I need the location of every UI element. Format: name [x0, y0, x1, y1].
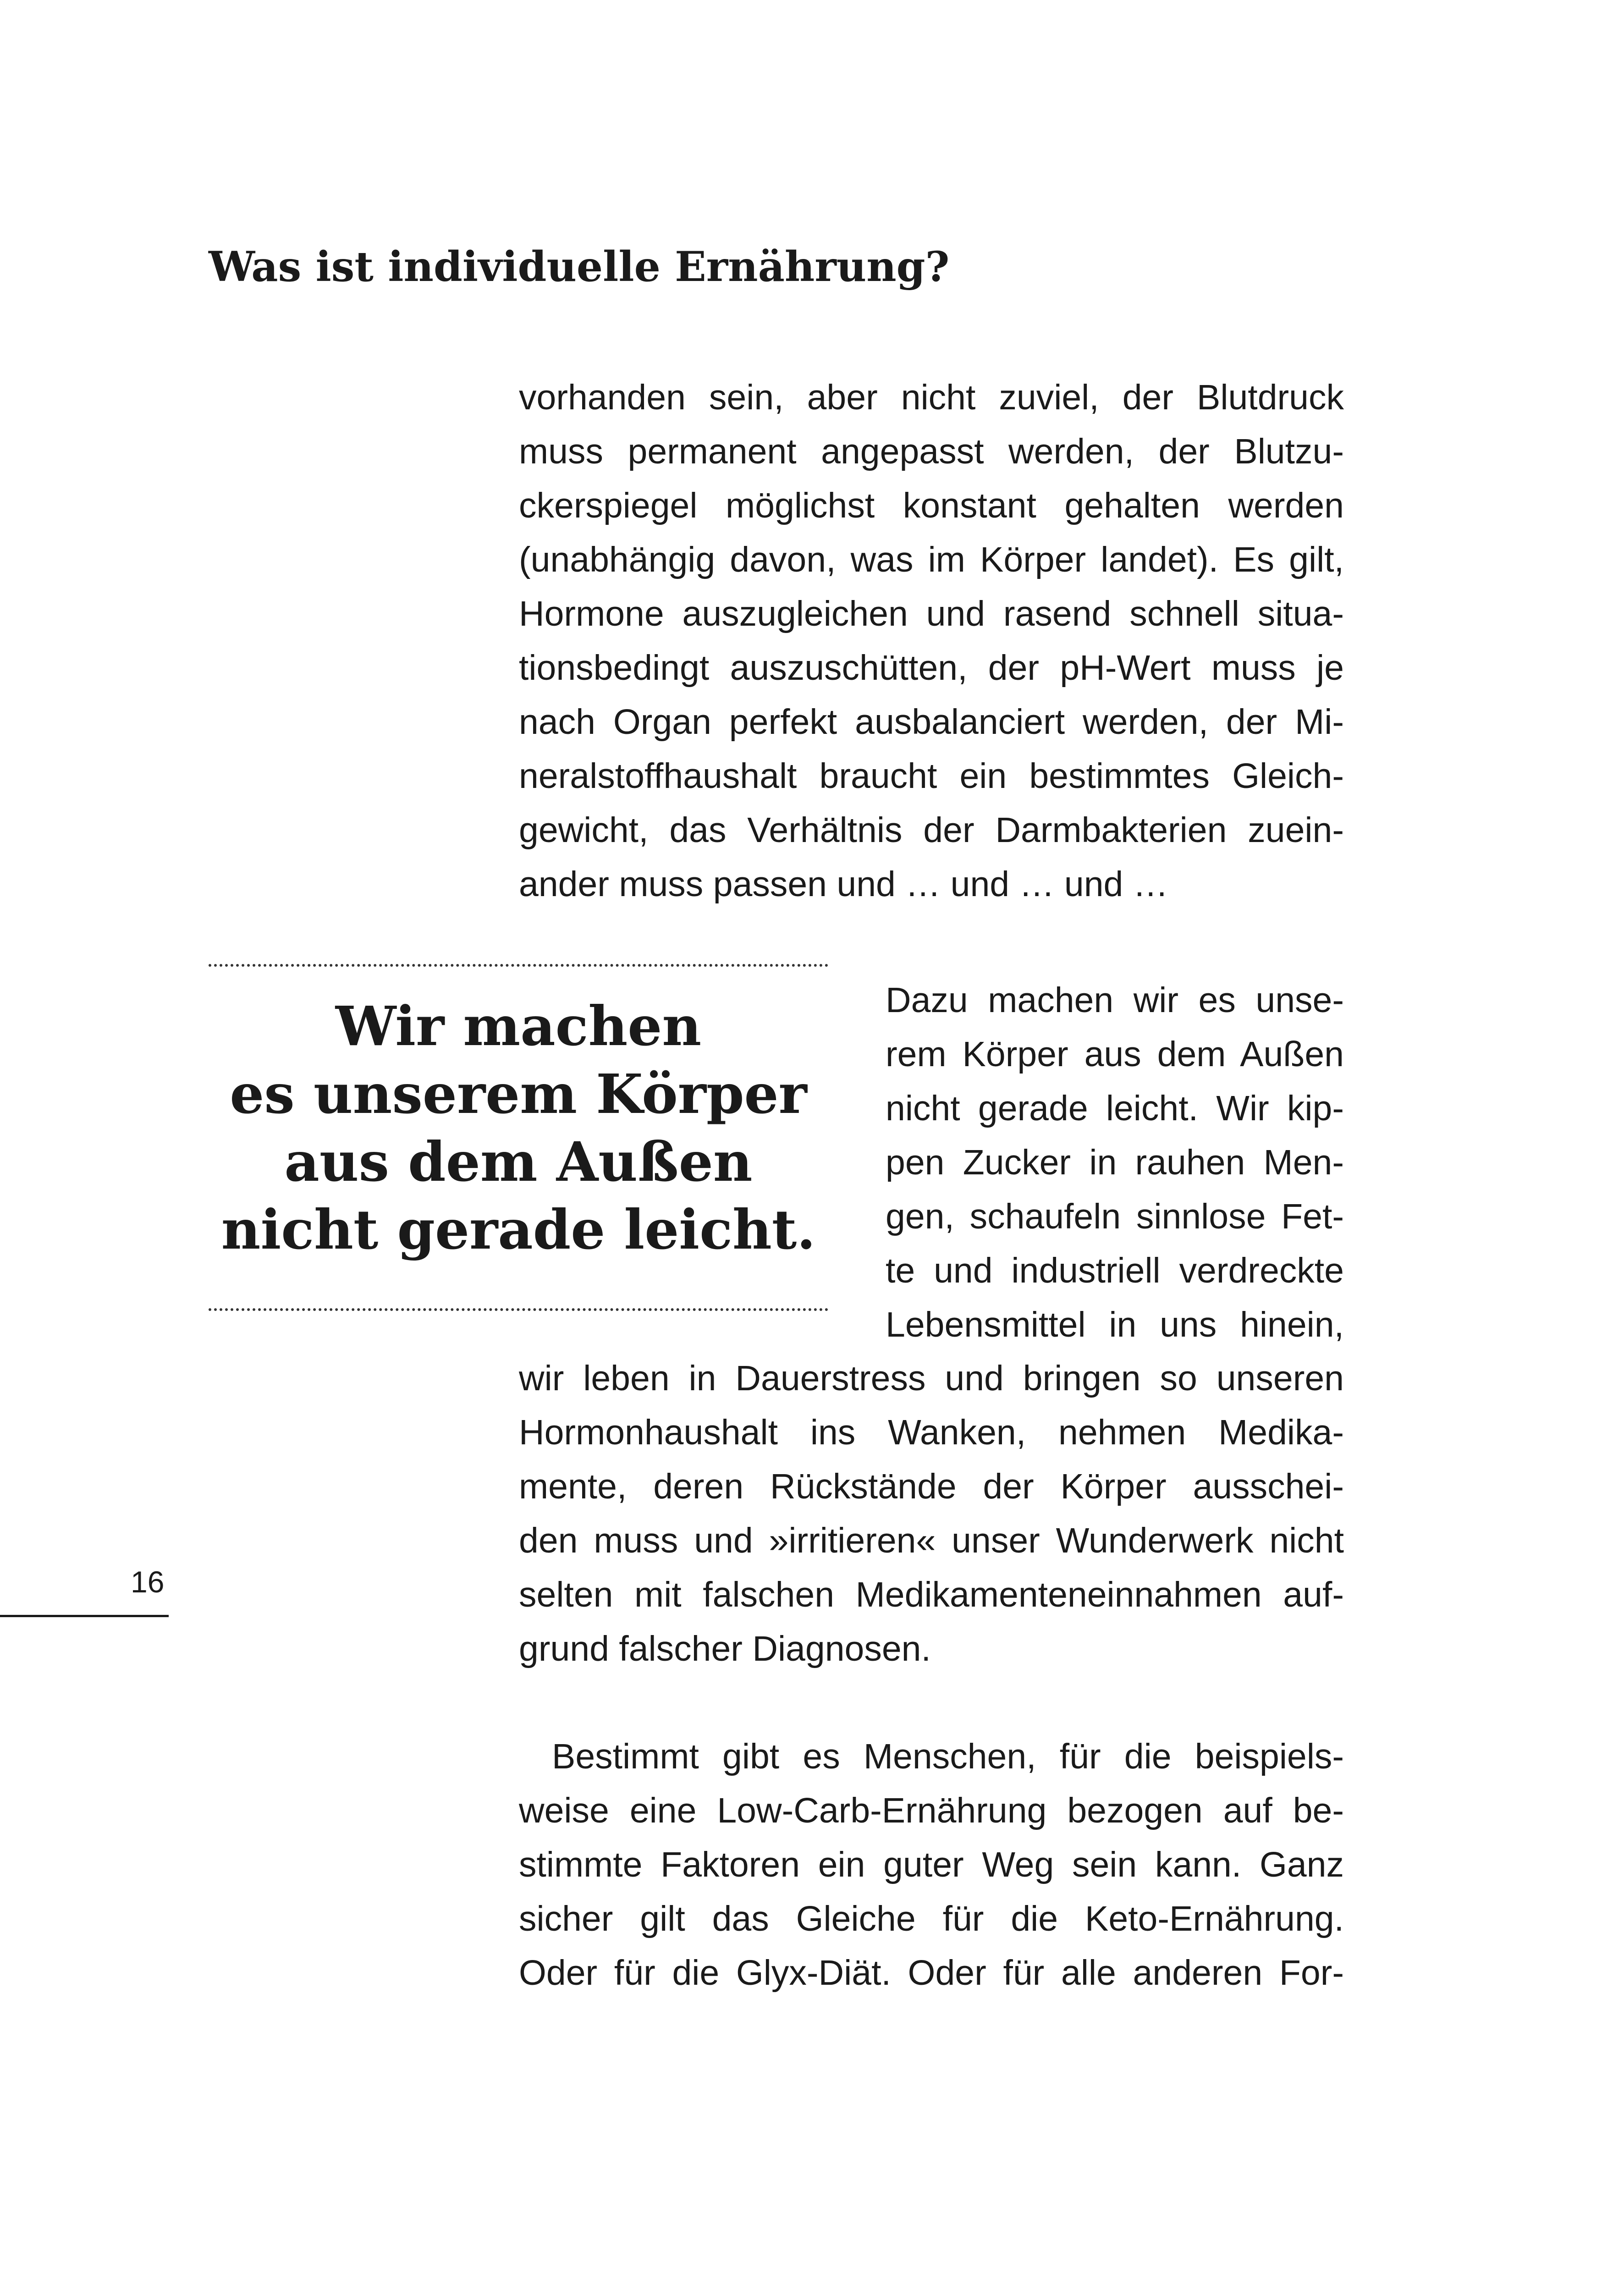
text-line: Hormonhaushalt ins Wanken, nehmen Medika- [519, 1413, 1344, 1452]
text-line: ckerspiegel möglichst konstant gehalten werden [519, 486, 1344, 525]
pullquote-line: nicht gerade leicht. [221, 1198, 816, 1261]
text-line: selten mit falschen Medikamenteneinnahmen auf- [519, 1575, 1344, 1614]
text-line: Lebensmittel in uns hinein, [886, 1305, 1344, 1344]
body-paragraph-3 [519, 1351, 1344, 1676]
text-line: vorhanden sein, aber nicht zuviel, der Blutdruck [519, 378, 1344, 417]
pullquote-top-rule [209, 964, 828, 967]
text-line: weise eine Low-Carb-Ernährung bezogen auf be- [519, 1791, 1344, 1830]
text-line: Hormone auszugleichen und rasend schnell situa- [519, 594, 1344, 633]
text-line: gewicht, das Verhältnis der Darmbakterien zuein- [519, 810, 1344, 850]
pullquote-line: es unserem Körper [230, 1062, 807, 1126]
text-line: Bestimmt gibt es Menschen, für die beispiels- [552, 1737, 1344, 1776]
text-line: rem Körper aus dem Außen [886, 1035, 1344, 1074]
text-line: stimmte Faktoren ein guter Weg sein kann. Ganz [519, 1845, 1344, 1884]
text-line: sicher gilt das Gleiche für die Keto-Ernährung. [519, 1899, 1344, 1938]
pullquote [209, 992, 828, 1264]
text-line: mente, deren Rückstände der Körper ausschei- [519, 1467, 1344, 1506]
text-line: nach Organ perfekt ausbalanciert werden, der Mi- [519, 702, 1344, 742]
text-line: te und industriell verdreckte [886, 1251, 1344, 1290]
text-line: ander muss passen und … und … und … [519, 864, 1168, 904]
text-line: (unabhängig davon, was im Körper landet). Es gilt, [519, 540, 1344, 579]
text-line: den muss und »irritieren« unser Wunderwerk nicht [519, 1521, 1344, 1560]
text-line: muss permanent angepasst werden, der Blutzu- [519, 432, 1344, 471]
text-line: gen, schaufeln sinnlose Fet- [886, 1197, 1344, 1236]
text-line: Dazu machen wir es unse- [886, 980, 1344, 1020]
text-line: Oder für die Glyx-Diät. Oder für alle anderen For- [519, 1953, 1344, 1993]
body-paragraph-4 [519, 1729, 1344, 2000]
section-heading: Was ist individuelle Ernährung? [209, 242, 950, 291]
pullquote-line: aus dem Außen [284, 1130, 753, 1194]
text-line: tionsbedingt auszuschütten, der pH-Wert muss je [519, 648, 1344, 688]
pullquote-line: Wir machen [335, 994, 702, 1058]
body-paragraph-2 [886, 973, 1344, 1352]
footer-rule [0, 1615, 169, 1617]
page-number: 16 [131, 1565, 165, 1599]
text-line: neralstoffhaushalt braucht ein bestimmtes Gleich- [519, 756, 1344, 796]
pullquote-bottom-rule [209, 1308, 828, 1311]
text-line: wir leben in Dauerstress und bringen so unseren [519, 1359, 1344, 1398]
text-line: nicht gerade leicht. Wir kip- [886, 1089, 1344, 1128]
text-line: grund falscher Diagnosen. [519, 1629, 931, 1668]
text-line: pen Zucker in rauhen Men- [886, 1143, 1344, 1182]
body-paragraph-1 [519, 370, 1344, 911]
